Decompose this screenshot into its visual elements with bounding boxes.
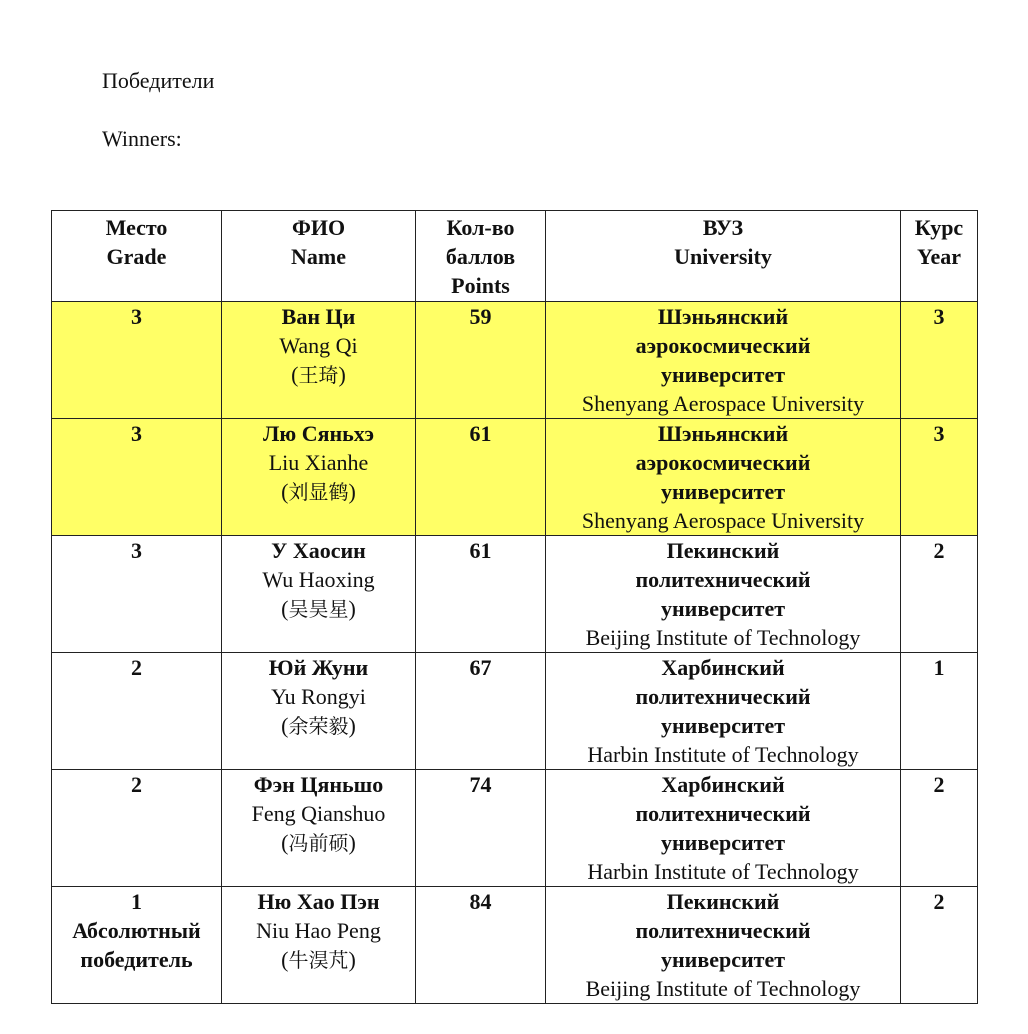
name-zh: 冯前硕 [288,831,349,855]
grade-value: 3 [131,538,142,563]
cell-university [546,536,901,653]
table-row [52,302,978,419]
points-value: 61 [469,538,492,563]
university-ru-1: Пекинский [666,538,780,563]
name-zh: 王琦 [298,363,339,387]
cell-name [222,887,416,1004]
grade-value: 2 [131,655,142,680]
name-zh-wrap: (冯前硕) [281,830,356,855]
name-ru: У Хаосин [271,538,366,563]
name-ru: Юй Жуни [268,655,369,680]
university-ru-1: Харбинский [661,772,785,797]
cell-year [901,536,978,653]
header-year [901,211,978,302]
points-value: 84 [469,889,492,914]
university-ru-3: университет [660,362,786,387]
university-ru-3: университет [660,830,786,855]
cell-year [901,302,978,419]
name-zh-wrap: (王琦) [291,362,346,387]
header-points-ru-1: Кол-во [446,215,515,240]
year-value: 2 [933,889,945,914]
page-title-en: Winners: [102,126,182,151]
points-value: 74 [469,772,492,797]
header-grade [52,211,222,302]
year-value: 3 [933,421,945,446]
university-en: Harbin Institute of Technology [587,859,859,884]
name-zh: 余荣毅 [288,714,349,738]
cell-name [222,536,416,653]
table-row [52,419,978,536]
header-grade-ru: Место [105,215,168,240]
cell-points [416,536,546,653]
year-value: 2 [933,772,945,797]
name-ru: Лю Сяньхэ [262,421,375,446]
university-ru-1: Шэньянский [657,421,789,446]
name-zh-wrap: (牛淏芃) [281,947,356,972]
header-university-ru: ВУЗ [702,215,744,240]
winners-table [51,210,978,1004]
header-name-en: Name [291,244,346,269]
university-en: Shenyang Aerospace University [581,508,865,533]
cell-name [222,419,416,536]
university-ru-1: Шэньянский [657,304,789,329]
cell-grade [52,887,222,1004]
name-ru: Фэн Цяньшо [253,772,384,797]
university-ru-3: университет [660,479,786,504]
university-ru-3: университет [660,596,786,621]
header-university [546,211,901,302]
university-ru-2: политехнический [635,567,811,592]
points-value: 59 [469,304,492,329]
university-ru-2: политехнический [635,801,811,826]
year-value: 1 [933,655,945,680]
university-en: Beijing Institute of Technology [585,625,861,650]
cell-grade [52,302,222,419]
cell-name [222,653,416,770]
grade-value: 3 [131,304,142,329]
university-ru-3: университет [660,947,786,972]
name-zh: 牛淏芃 [288,948,349,972]
university-ru-1: Пекинский [666,889,780,914]
cell-year [901,887,978,1004]
name-ru: Ван Ци [281,304,356,329]
header-university-en: University [674,244,772,269]
points-value: 61 [469,421,492,446]
name-en: Niu Hao Peng [256,918,381,943]
university-ru-1: Харбинский [661,655,785,680]
points-value: 67 [469,655,492,680]
header-year-en: Year [917,244,961,269]
name-zh-wrap: (吴昊星) [281,596,356,621]
name-zh-wrap: (余荣毅) [281,713,356,738]
cell-grade [52,419,222,536]
cell-points [416,887,546,1004]
cell-grade [52,536,222,653]
name-zh: 刘显鹤 [288,480,349,504]
table-header-row [52,211,978,302]
table-row [52,536,978,653]
name-en: Liu Xianhe [268,450,369,475]
university-ru-2: аэрокосмический [635,450,811,475]
header-grade-en: Grade [106,244,167,269]
name-en: Wang Qi [279,333,358,358]
cell-university [546,653,901,770]
cell-university [546,770,901,887]
university-en: Harbin Institute of Technology [587,742,859,767]
header-year-ru: Курс [914,215,964,240]
header-name-ru: ФИО [291,215,346,240]
header-points-ru-2: баллов [445,244,516,269]
name-en: Feng Qianshuo [251,801,386,826]
grade-value: 2 [131,772,142,797]
university-en: Beijing Institute of Technology [585,976,861,1001]
cell-name [222,770,416,887]
table-row [52,770,978,887]
cell-year [901,770,978,887]
table-row [52,887,978,1004]
header-points-en: Points [451,273,510,298]
grade-value: 3 [131,421,142,446]
cell-points [416,653,546,770]
cell-points [416,419,546,536]
university-ru-3: университет [660,713,786,738]
year-value: 3 [933,304,945,329]
header-name [222,211,416,302]
page-title-ru: Победители [102,68,215,93]
university-ru-2: политехнический [635,684,811,709]
name-en: Wu Haoxing [262,567,375,592]
name-zh-wrap: (刘显鹤) [281,479,356,504]
cell-university [546,419,901,536]
cell-points [416,302,546,419]
university-en: Shenyang Aerospace University [581,391,865,416]
grade-note-2: победитель [80,947,193,972]
university-ru-2: аэрокосмический [635,333,811,358]
table-row [52,653,978,770]
cell-year [901,419,978,536]
name-en: Yu Rongyi [271,684,366,709]
name-zh: 吴昊星 [288,597,349,621]
cell-points [416,770,546,887]
header-points [416,211,546,302]
name-ru: Ню Хао Пэн [257,889,380,914]
university-ru-2: политехнический [635,918,811,943]
cell-year [901,653,978,770]
cell-grade [52,770,222,887]
grade-note-1: Абсолютный [72,918,201,943]
cell-grade [52,653,222,770]
cell-university [546,302,901,419]
cell-name [222,302,416,419]
cell-university [546,887,901,1004]
year-value: 2 [933,538,945,563]
grade-value: 1 [131,889,142,914]
